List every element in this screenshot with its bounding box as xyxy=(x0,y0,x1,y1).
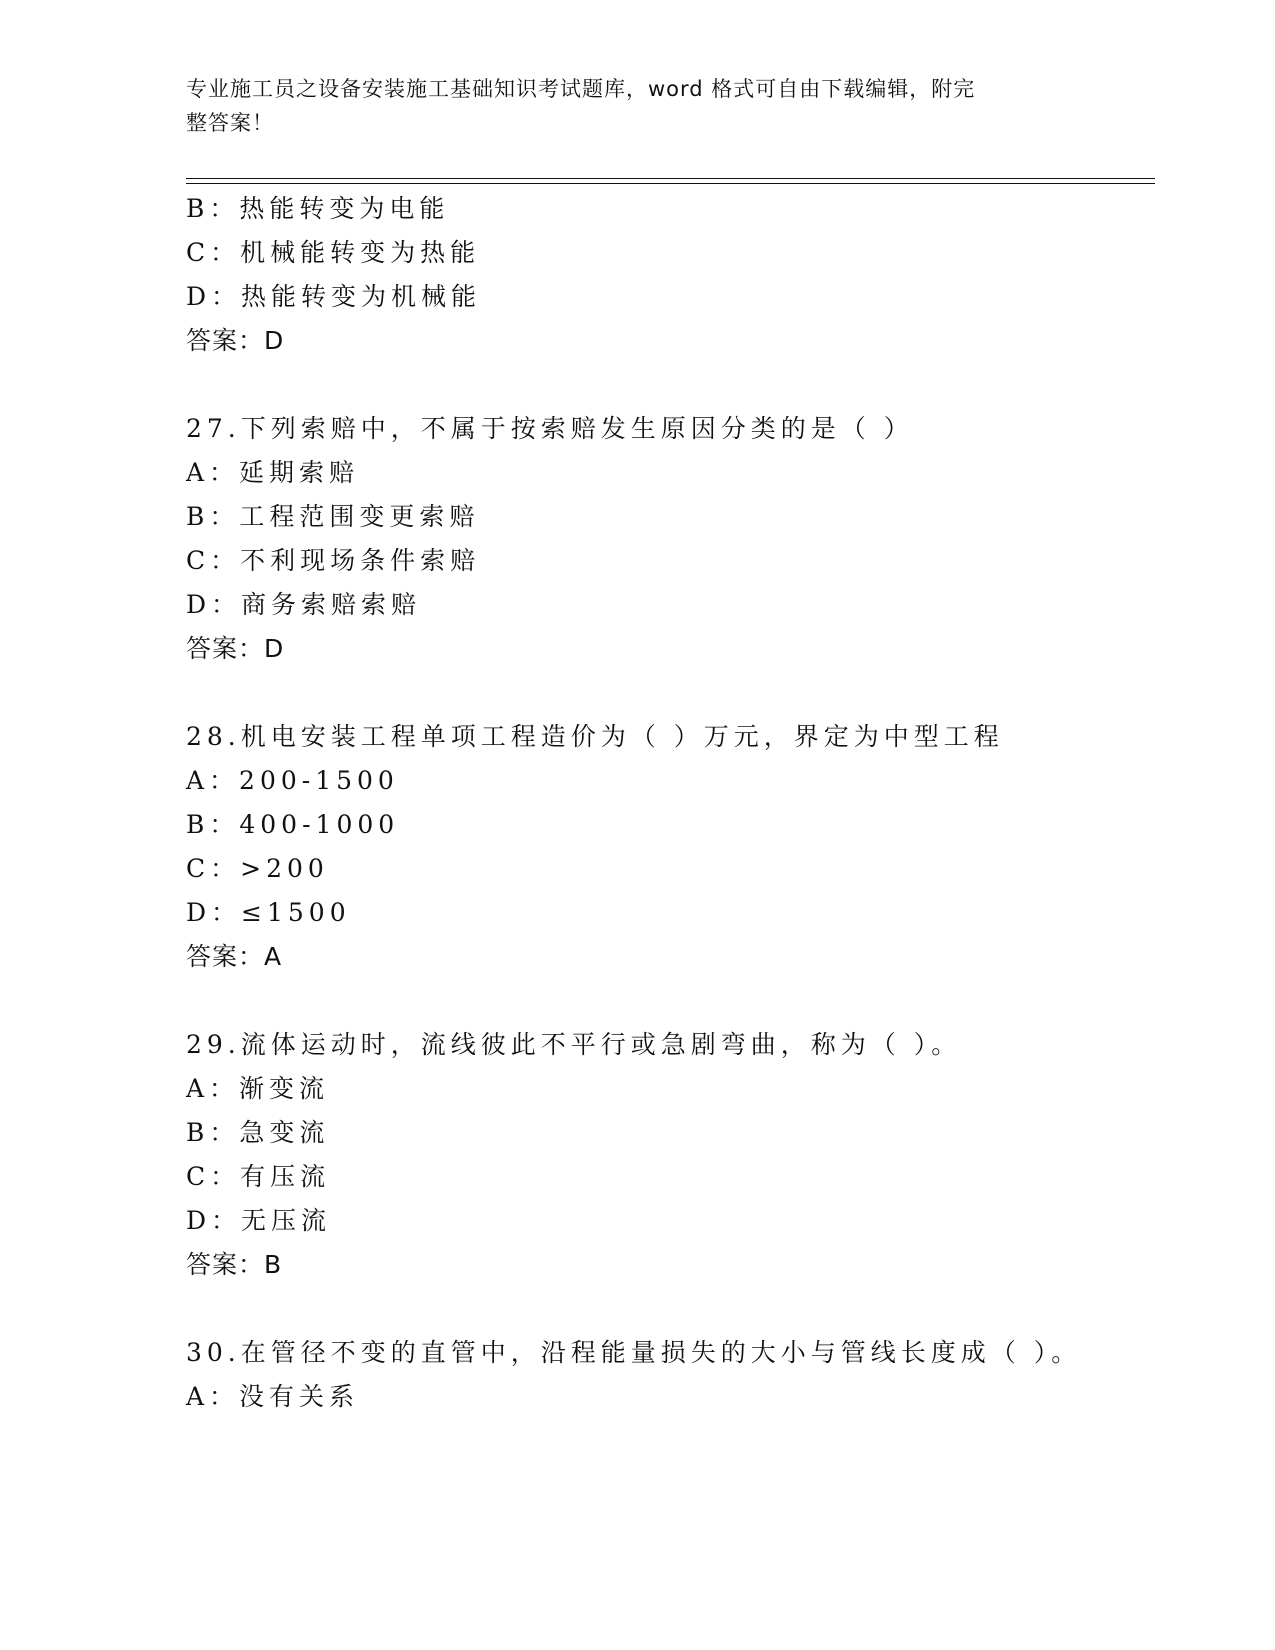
q29-option-c: C：有压流 xyxy=(186,1162,331,1191)
q27-option-c: C：不利现场条件索赔 xyxy=(186,546,481,575)
q29-option-a: A：渐变流 xyxy=(186,1074,330,1103)
q28-answer: 答案：A xyxy=(186,942,283,971)
q28-option-d: D：≤1500 xyxy=(186,898,351,927)
q29-answer: 答案：B xyxy=(186,1250,283,1279)
q26-option-c: C：机械能转变为热能 xyxy=(186,238,481,267)
q27-answer: 答案：D xyxy=(186,634,285,663)
header-line-1: 专业施工员之设备安装施工基础知识考试题库，word 格式可自由下载编辑，附完 xyxy=(186,77,976,101)
q29-option-b: B：急变流 xyxy=(186,1118,330,1147)
q29-option-d: D：无压流 xyxy=(186,1206,332,1235)
q27-question: 27.下列索赔中，不属于按索赔发生原因分类的是（ ） xyxy=(186,414,914,443)
q28-question: 28.机电安装工程单项工程造价为（ ）万元，界定为中型工程 xyxy=(186,722,1004,751)
q30-option-a: A：没有关系 xyxy=(186,1382,360,1411)
q28-option-c: C：>200 xyxy=(186,854,329,883)
q28-option-b: B：400-1000 xyxy=(186,810,400,839)
q27-option-d: D：商务索赔索赔 xyxy=(186,590,422,619)
q27-option-b: B：工程范围变更索赔 xyxy=(186,502,480,531)
q26-option-b: B：热能转变为电能 xyxy=(186,194,450,223)
q28-option-a: A：200-1500 xyxy=(186,766,399,795)
document-header xyxy=(186,72,1066,140)
header-line-2: 整答案！ xyxy=(186,111,274,135)
q27-option-a: A：延期索赔 xyxy=(186,458,360,487)
header-rule-top xyxy=(186,178,1155,179)
q26-answer: 答案：D xyxy=(186,326,285,355)
q30-question: 30.在管径不变的直管中，沿程能量损失的大小与管线长度成（ ）。 xyxy=(186,1338,1082,1367)
q26-option-d: D：热能转变为机械能 xyxy=(186,282,482,311)
header-rule-bottom xyxy=(186,183,1155,184)
q29-question: 29.流体运动时，流线彼此不平行或急剧弯曲，称为（ ）。 xyxy=(186,1030,962,1059)
